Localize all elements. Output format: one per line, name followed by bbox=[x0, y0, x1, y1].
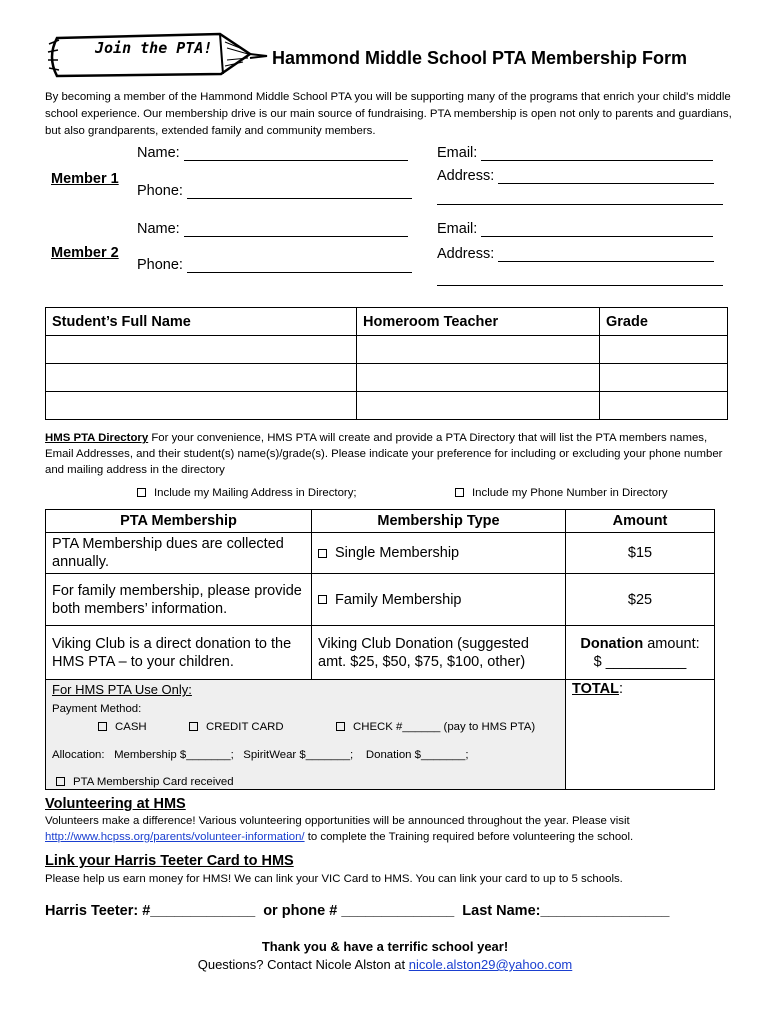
check-option[interactable] bbox=[336, 718, 535, 736]
single-amount: $15 bbox=[566, 533, 715, 574]
contact-line bbox=[0, 957, 770, 972]
single-desc: PTA Membership dues are collected annually. bbox=[46, 533, 312, 574]
grade-cell[interactable] bbox=[600, 336, 728, 364]
checkbox-icon[interactable] bbox=[336, 722, 345, 731]
harris-text: Please help us earn money for HMS! We can link your VIC Card to HMS. You can link your card to up to 5 schools. bbox=[45, 873, 623, 885]
table-row bbox=[46, 392, 728, 420]
students-table bbox=[45, 307, 728, 420]
volunteer-link[interactable]: http://www.hcpss.org/parents/volunteer-information/ bbox=[45, 831, 305, 843]
member2-email-label: Email: bbox=[437, 221, 478, 237]
member2-address-line2[interactable] bbox=[437, 271, 723, 286]
volunteer-text-1: Volunteers make a difference! Various volunteering opportunities will be announced throughout the year. Please visit bbox=[45, 815, 630, 827]
family-option[interactable] bbox=[312, 574, 566, 626]
cash-option[interactable] bbox=[98, 718, 147, 736]
total-label: TOTAL bbox=[572, 681, 619, 697]
viking-desc: Viking Club is a direct donation to the HMS PTA – to your children. bbox=[46, 626, 312, 680]
office-use-heading: For HMS PTA Use Only: bbox=[52, 682, 192, 697]
table-row bbox=[46, 533, 715, 574]
homeroom-teacher-cell[interactable] bbox=[357, 364, 600, 392]
member2-label: Member 2 bbox=[51, 245, 119, 261]
checkbox-icon[interactable] bbox=[137, 488, 146, 497]
grade-cell[interactable] bbox=[600, 392, 728, 420]
students-header-row bbox=[46, 308, 728, 336]
allocation-line bbox=[52, 746, 469, 764]
member1-label: Member 1 bbox=[51, 171, 119, 187]
payment-method-label: Payment Method: bbox=[52, 703, 142, 715]
directory-text: For your convenience, HMS PTA will create and provide a PTA Directory that will list the PTA members names, Email Addresses, and their student(s) name(s)/grade(s). Please indicate your preference for including or excluding your phone number and mailing address in the directory bbox=[45, 432, 723, 476]
allocation-label: Allocation: bbox=[52, 749, 105, 761]
grade-header: Grade bbox=[600, 308, 728, 336]
table-row bbox=[46, 364, 728, 392]
checkbox-icon[interactable] bbox=[56, 777, 65, 786]
homeroom-teacher-cell[interactable] bbox=[357, 336, 600, 364]
check-label: CHECK #______ (pay to HMS PTA) bbox=[353, 721, 536, 733]
table-row bbox=[46, 336, 728, 364]
family-desc: For family membership, please provide both members’ information. bbox=[46, 574, 312, 626]
checkbox-icon[interactable] bbox=[98, 722, 107, 731]
checkbox-icon[interactable] bbox=[455, 488, 464, 497]
member2-phone-field[interactable] bbox=[137, 257, 412, 273]
contact-email-link[interactable]: nicole.alston29@yahoo.com bbox=[408, 957, 573, 972]
harris-heading: Link your Harris Teeter Card to HMS bbox=[45, 853, 294, 869]
viking-type: Viking Club Donation (suggested amt. $25, $50, $75, $100, other) bbox=[312, 626, 566, 680]
membership-header-row bbox=[46, 510, 715, 533]
member2-address-field[interactable] bbox=[437, 246, 714, 262]
volunteer-text bbox=[45, 813, 735, 845]
member1-name-label: Name: bbox=[137, 145, 180, 161]
single-type-label: Single Membership bbox=[335, 545, 460, 561]
intro-text: By becoming a member of the Hammond Middle School PTA you will be supporting many of the programs that enrich your child's middle school experience. Our membership drive is our main source of fundraising. PTA membership is open not only to parents and guardians, but also grandparents, extended family and community members. bbox=[45, 91, 732, 137]
checkbox-icon[interactable] bbox=[189, 722, 198, 731]
office-use-row bbox=[46, 680, 715, 790]
homeroom-teacher-header: Homeroom Teacher bbox=[357, 308, 600, 336]
credit-card-option[interactable] bbox=[189, 718, 284, 736]
pta-membership-header: PTA Membership bbox=[46, 510, 312, 533]
credit-card-label: CREDIT CARD bbox=[206, 721, 284, 733]
student-name-cell[interactable] bbox=[46, 392, 357, 420]
alloc-spiritwear: SpiritWear $_______; bbox=[243, 749, 354, 761]
member1-phone-label: Phone: bbox=[137, 183, 183, 199]
student-name-cell[interactable] bbox=[46, 336, 357, 364]
viking-amount[interactable] bbox=[566, 626, 715, 680]
checkbox-icon[interactable] bbox=[318, 595, 327, 604]
volunteer-heading: Volunteering at HMS bbox=[45, 796, 186, 812]
donation-amount-label: amount: bbox=[643, 635, 700, 652]
grade-cell[interactable] bbox=[600, 364, 728, 392]
member2-name-label: Name: bbox=[137, 221, 180, 237]
total-colon: : bbox=[618, 681, 624, 697]
member2-name-field[interactable] bbox=[137, 221, 408, 237]
donation-label: Donation bbox=[580, 635, 644, 652]
office-use-cell bbox=[46, 680, 566, 790]
single-option[interactable] bbox=[312, 533, 566, 574]
contact-text: Questions? Contact Nicole Alston at bbox=[197, 957, 409, 972]
membership-type-header: Membership Type bbox=[312, 510, 566, 533]
directory-phone-option[interactable] bbox=[455, 487, 668, 499]
member1-address-field[interactable] bbox=[437, 168, 714, 184]
directory-phone-label: Include my Phone Number in Directory bbox=[472, 487, 668, 499]
family-amount: $25 bbox=[566, 574, 715, 626]
pta-pencil-logo bbox=[45, 30, 270, 87]
member2-email-field[interactable] bbox=[437, 221, 713, 237]
donation-amount-line: $ __________ bbox=[593, 653, 687, 670]
directory-address-option[interactable] bbox=[137, 487, 357, 499]
card-received-label: PTA Membership Card received bbox=[73, 776, 234, 788]
card-received-option[interactable] bbox=[56, 773, 234, 791]
alloc-membership: Membership $_______; bbox=[114, 749, 234, 761]
page-title: Hammond Middle School PTA Membership Form bbox=[272, 48, 688, 68]
total-cell bbox=[566, 680, 715, 790]
directory-address-label: Include my Mailing Address in Directory; bbox=[154, 487, 357, 499]
directory-heading: HMS PTA Directory bbox=[45, 432, 149, 444]
member1-name-field[interactable] bbox=[137, 145, 408, 161]
member1-phone-field[interactable] bbox=[137, 183, 412, 199]
cash-label: CASH bbox=[115, 721, 147, 733]
member1-email-label: Email: bbox=[437, 145, 478, 161]
logo-text: Join the PTA! bbox=[95, 39, 213, 57]
membership-table bbox=[45, 509, 715, 790]
amount-header: Amount bbox=[566, 510, 715, 533]
table-row bbox=[46, 574, 715, 626]
member2-phone-label: Phone: bbox=[137, 257, 183, 273]
homeroom-teacher-cell[interactable] bbox=[357, 392, 600, 420]
volunteer-text-2: to complete the Training required before volunteering the school. bbox=[304, 831, 634, 843]
harris-fields-line[interactable]: Harris Teeter: #_____________ or phone # ______________ Last Name:________________ bbox=[45, 903, 670, 919]
member1-email-field[interactable] bbox=[437, 145, 713, 161]
table-row bbox=[46, 626, 715, 680]
member1-address-line2[interactable] bbox=[437, 190, 723, 205]
member2-address-label: Address: bbox=[437, 246, 495, 262]
alloc-donation: Donation $_______; bbox=[365, 749, 469, 761]
directory-section bbox=[45, 430, 725, 478]
member1-address-label: Address: bbox=[437, 168, 495, 184]
thanks-text: Thank you & have a terrific school year! bbox=[261, 939, 509, 954]
student-name-cell[interactable] bbox=[46, 364, 357, 392]
checkbox-icon[interactable] bbox=[318, 549, 327, 558]
student-name-header: Student’s Full Name bbox=[46, 308, 357, 336]
family-type-label: Family Membership bbox=[335, 591, 462, 608]
